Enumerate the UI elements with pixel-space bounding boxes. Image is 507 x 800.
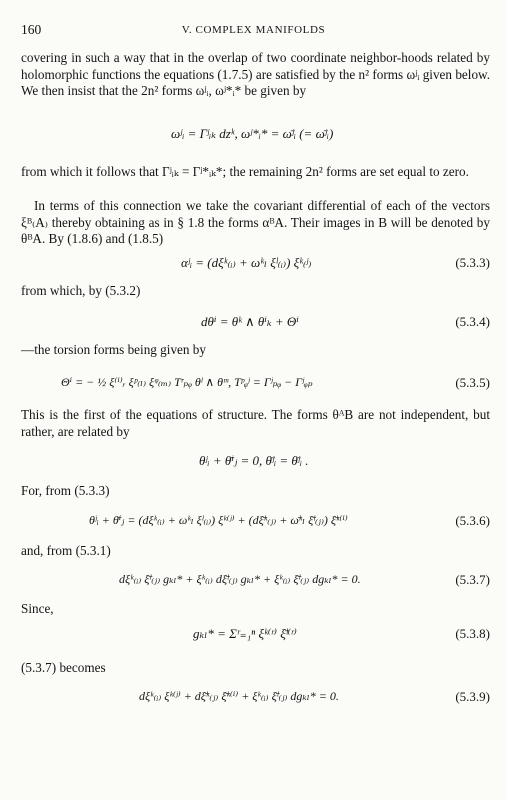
equation-5-3-3 [21, 255, 490, 275]
paragraph-2: from which it follows that Γʲᵢₖ = Γʲ*ᵢₖ*; the remaining 2n² forms are set equal to zero. [21, 164, 469, 179]
equation-body: dξᵏ₍ᵢ₎ ξᵏ⁽ʲ⁾ + dξ̄ᵏ₍ⱼ₎ ξ̄ᵏ⁽ⁱ⁾ + ξᵏ₍ᵢ₎ ξ̄ˡ₍ⱼ₎ dgₖₗ* = 0. [139, 689, 339, 703]
equation-connection-forms [21, 126, 490, 146]
paragraph-5: —the torsion forms being given by [21, 342, 206, 357]
running-title: V. COMPLEX MANIFOLDS [181, 24, 326, 36]
equation-body: Θⁱ = − ½ ξ⁽ⁱ⁾ᵣ ξᵖ₍ₗ₎ ξᵠ₍ₘ₎ Tʳₚᵩ θˡ ∧ θᵐ, Tᵖᵩʲ = Γʲₚᵩ − Γʲᵩₚ [61, 375, 313, 389]
equation-number: (5.3.9) [455, 689, 490, 704]
equation-body: dθⁱ = θᵏ ∧ θⁱₖ + Θⁱ [201, 314, 299, 329]
running-head [21, 22, 486, 38]
equation-body: αʲᵢ = (dξᵏ₍ᵢ₎ + ωᵏₗ ξˡ₍ᵢ₎) ξᵏ₍ʲ₎ [181, 255, 312, 270]
equation-5-3-4 [21, 314, 490, 334]
equation-number: (5.3.4) [455, 314, 490, 329]
equation-number: (5.3.8) [455, 626, 490, 641]
paragraph-4: from which, by (5.3.2) [21, 283, 141, 298]
equation-5-3-9 [21, 689, 490, 709]
equation-5-3-7 [21, 572, 490, 592]
paragraph-1: covering in such a way that in the overlap of two coordinate neighbor-hoods related by holomorphic functions the equations (1.7.5) are satisfied by the n² forms ωʲᵢ given below. We then insist that the 2n² forms ωʲᵢ, ωʲ*ᵢ* be given by [21, 50, 490, 98]
paragraph-6: This is the first of the equations of structure. The forms θᴬB are not independent, but rather, are related by [21, 407, 490, 439]
equation-5-3-8 [21, 626, 490, 646]
equation-body: θʲᵢ + θ̄ⁱⱼ = (dξᵏ₍ᵢ₎ + ωᵏₗ ξˡ₍ᵢ₎) ξᵏ⁽ʲ⁾ + (dξ̄ᵏ₍ⱼ₎ + ω̄ᵏₗ ξ̄ˡ₍ⱼ₎) ξ̄ᵏ⁽ⁱ⁾ [89, 513, 348, 527]
equation-number: (5.3.5) [455, 375, 490, 390]
paragraph-10: (5.3.7) becomes [21, 660, 106, 675]
equation-5-3-5 [21, 375, 490, 395]
paragraph-3: In terms of this connection we take the covariant differential of each of the vectors ξᴮ₍A₎ thereby obtaining as in § 1.8 the forms αᴮA. Their images in B will be denoted by θᴮA. By (1.8.6) and (1.8.5) [21, 198, 490, 246]
equation-body: gₖₗ* = Σʳ₌₁ⁿ ξᵏ⁽ʳ⁾ ξ̄ˡ⁽ʳ⁾ [193, 626, 297, 641]
paragraph-7: For, from (5.3.3) [21, 483, 110, 498]
equation-number: (5.3.3) [455, 255, 490, 270]
paragraph-9: Since, [21, 601, 54, 616]
equation-number: (5.3.7) [455, 572, 490, 587]
equation-body: dξᵏ₍ᵢ₎ ξ̄ˡ₍ⱼ₎ gₖₗ* + ξᵏ₍ᵢ₎ dξ̄ˡ₍ⱼ₎ gₖₗ* + ξᵏ₍ᵢ₎ ξ̄ˡ₍ⱼ₎ dgₖₗ* = 0. [119, 572, 361, 586]
equation-number: (5.3.6) [455, 513, 490, 528]
page-number: 160 [21, 22, 42, 37]
equation-body: ωʲᵢ = Γʲᵢₖ dzᵏ, ωʲ*ᵢ* = ω̄ʲᵢ (= ω̄ʲᵢ) [171, 126, 334, 141]
equation-body: θʲᵢ + θ̄ⁱⱼ = 0, θ̄ʲᵢ = θ̄ʲᵢ . [199, 453, 309, 468]
equation-relation [21, 453, 490, 473]
paragraph-8: and, from (5.3.1) [21, 543, 111, 558]
equation-5-3-6 [21, 513, 490, 533]
